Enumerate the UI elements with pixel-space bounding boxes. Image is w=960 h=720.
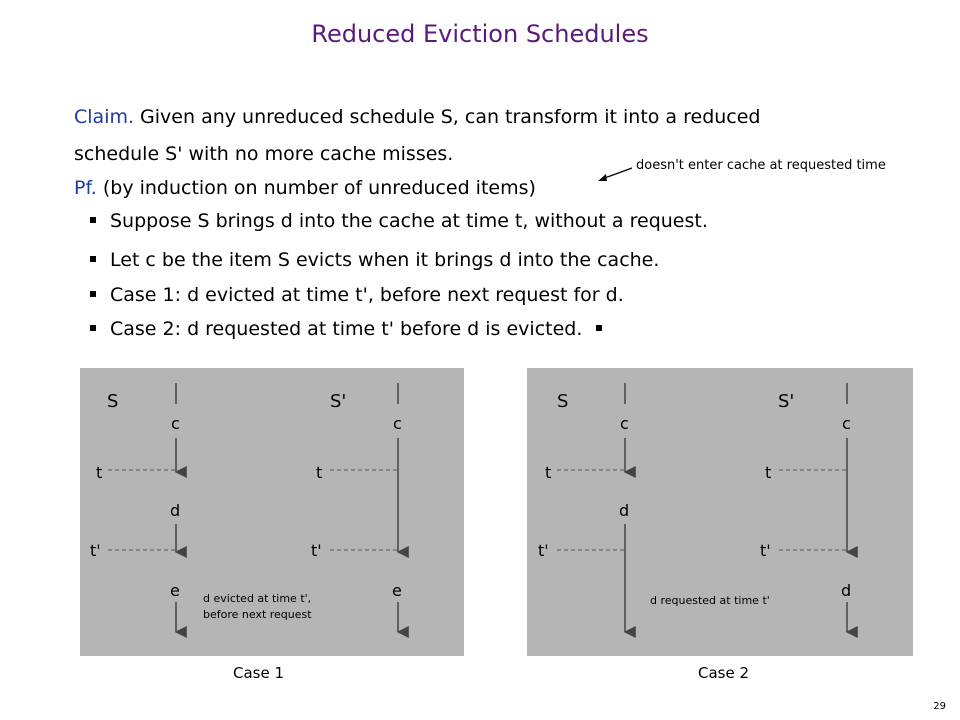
- case1-sprime-item-c: c: [393, 414, 402, 433]
- claim-text-1: Given any unreduced schedule S, can transform it into a reduced: [134, 106, 761, 128]
- callout-note: doesn't enter cache at requested time: [636, 158, 886, 173]
- case2-sprime-timeline: [779, 383, 847, 632]
- case2-sprime-item-d: d: [841, 581, 852, 600]
- claim-label: Claim.: [74, 106, 135, 128]
- case1-sprime-time-tprime: t': [311, 541, 322, 560]
- callout-arrow: [598, 168, 632, 181]
- bullet-text: Suppose S brings d into the cache at time t, without a request.: [110, 210, 708, 232]
- case2-sprime-label: S': [778, 391, 795, 412]
- claim-line-2: schedule S' with no more cache misses.: [74, 143, 454, 165]
- case1-caption: Case 1: [233, 664, 285, 682]
- case1-note-line-1: d evicted at time t',: [203, 592, 312, 605]
- bullet-text: Case 2: d requested at time t' before d is evicted.: [110, 318, 583, 340]
- case1-s-item-e: e: [170, 581, 180, 600]
- case1-s-time-tprime: t': [90, 541, 101, 560]
- case2-s-timeline: [557, 383, 625, 632]
- case1-s-item-c: c: [171, 414, 180, 433]
- case2-sprime-time-tprime: t': [760, 541, 771, 560]
- case2-s-time-tprime: t': [538, 541, 549, 560]
- case2-s-item-c: c: [620, 414, 629, 433]
- proof-text: (by induction on number of unreduced items): [96, 177, 536, 199]
- case1-sprime-time-t: t: [316, 463, 323, 482]
- case1-s-timeline: [108, 383, 176, 632]
- case1-s-label: S: [107, 391, 119, 412]
- case1-note: [203, 591, 312, 623]
- case2-sprime-time-t: t: [765, 463, 772, 482]
- case1-sprime-timeline: [330, 383, 398, 632]
- page-number: 29: [933, 701, 946, 712]
- case2-sprime-item-c: c: [842, 414, 851, 433]
- case1-s-item-d: d: [170, 501, 181, 520]
- case1-sprime-item-e: e: [392, 581, 402, 600]
- case1-s-time-t: t: [96, 463, 103, 482]
- case2-caption: Case 2: [698, 664, 750, 682]
- case1-note-line-2: before next request: [203, 608, 312, 621]
- bullet-text: Let c be the item S evicts when it brings d into the cache.: [110, 249, 660, 271]
- case2-s-time-t: t: [545, 463, 552, 482]
- proof-label: Pf.: [74, 177, 97, 199]
- case2-s-label: S: [557, 391, 569, 412]
- case2-s-item-d: d: [619, 501, 630, 520]
- bullet-text: Case 1: d evicted at time t', before next request for d.: [110, 284, 624, 306]
- case2-note: d requested at time t': [650, 594, 770, 607]
- case1-sprime-label: S': [330, 391, 347, 412]
- slide-title: Reduced Eviction Schedules: [311, 20, 649, 48]
